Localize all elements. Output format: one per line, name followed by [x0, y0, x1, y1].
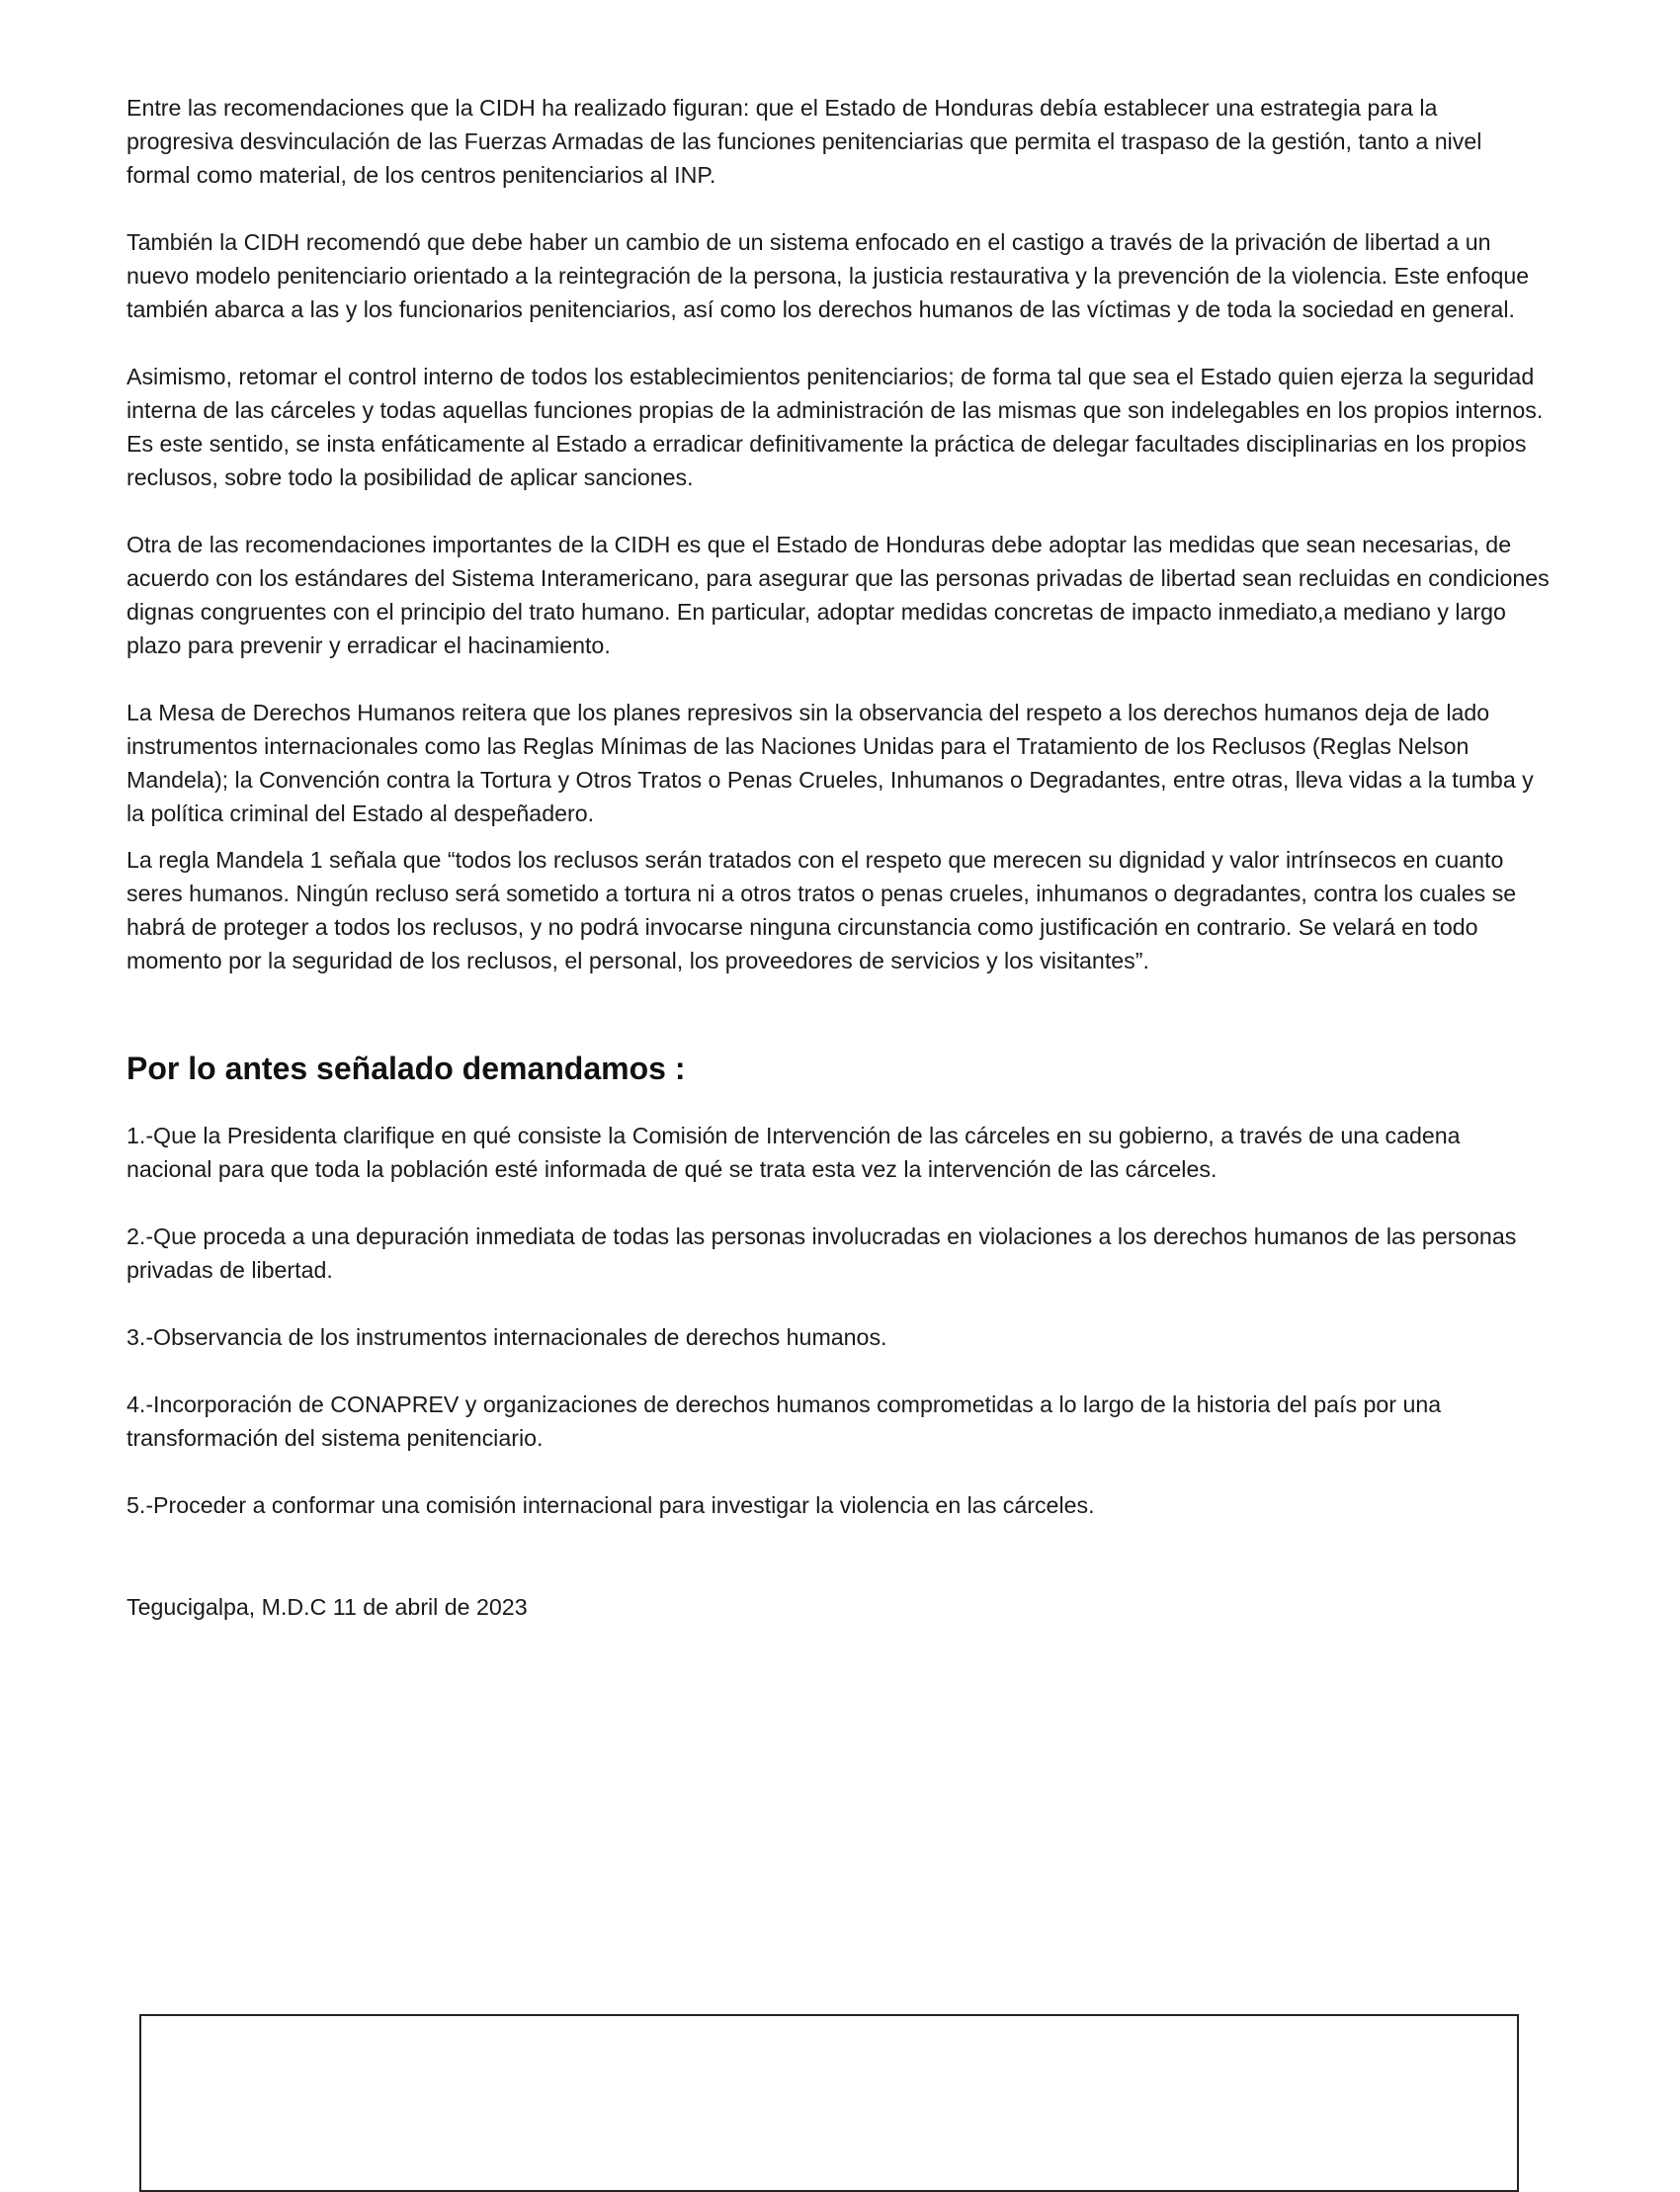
bottom-frame-box [139, 2014, 1519, 2192]
demands-heading: Por lo antes señalado demandamos : [126, 1051, 686, 1086]
demand-item-1: 1.-Que la Presidenta clarifique en qué consiste la Comisión de Intervención de las cárceles en su gobierno, a través de una cadena nacional para que toda la población esté informada de qué se trata esta vez la intervención de las cárceles. [126, 1123, 1461, 1182]
paragraph-regla-mandela: La regla Mandela 1 señala que “todos los reclusos serán tratados con el respeto que merecen su dignidad y valor intrínsecos en cuanto seres humanos. Ningún recluso será sometido a tortura ni a otros tratos o penas crueles, inhumanos o degradantes, contra los cuales se habrá de proteger a todos los reclusos, y no podrá invocarse ninguna circunstancia como justificación en contrario. Se velará en todo momento por la seguridad de los reclusos, el personal, los proveedores de servicios y los visitantes”. [126, 847, 1517, 973]
paragraph-internal-control: Asimismo, retomar el control interno de todos los establecimientos penitenciarios; de forma tal que sea el Estado quien ejerza la seguridad interna de las cárceles y todas aquellas funciones propias de la administración de las mismas que son indelegables en los propios internos. Es este sentido, se insta enfáticamente al Estado a erradicar definitivamente la práctica de delegar facultades disciplinarias en los propios reclusos, sobre todo la posibilidad de aplicar sanciones. [126, 364, 1544, 490]
date-line: Tegucigalpa, M.D.C 11 de abril de 2023 [126, 1594, 528, 1620]
paragraph-mesa-derechos-humanos: La Mesa de Derechos Humanos reitera que los planes represivos sin la observancia del respeto a los derechos humanos deja de lado instrumentos internacionales como las Reglas Mínimas de las Naciones Unidas para el Tratamiento de los Reclusos (Reglas Nelson Mandela); la Convención contra la Tortura y Otros Tratos o Penas Crueles, Inhumanos o Degradantes, entre otras, lleva vidas a la tumba y la política criminal del Estado al despeñadero. [126, 700, 1534, 826]
demand-item-4: 4.-Incorporación de CONAPREV y organizaciones de derechos humanos comprometidas a lo largo de la historia del país por una transformación del sistema penitenciario. [126, 1391, 1442, 1451]
paragraph-dignified-conditions: Otra de las recomendaciones importantes de la CIDH es que el Estado de Honduras debe adoptar las medidas que sean necesarias, de acuerdo con los estándares del Sistema Interamericano, para asegurar que las personas privadas de libertad sean recluidas en condiciones dignas congruentes con el principio del trato humano. En particular, adoptar medidas concretas de impacto inmediato,a mediano y largo plazo para prevenir y erradicar el hacinamiento. [126, 532, 1550, 658]
demand-item-5: 5.-Proceder a conformar una comisión internacional para investigar la violencia en las cárceles. [126, 1492, 1095, 1518]
paragraph-penitentiary-model: También la CIDH recomendó que debe haber un cambio de un sistema enfocado en el castigo a través de la privación de libertad a un nuevo modelo penitenciario orientado a la reintegración de la persona, la justicia restaurativa y la prevención de la violencia. Este enfoque también abarca a las y los funcionarios penitenciarios, así como los derechos humanos de las víctimas y de toda la sociedad en general. [126, 229, 1530, 322]
demand-item-2: 2.-Que proceda a una depuración inmediata de todas las personas involucradas en violaciones a los derechos humanos de las personas privadas de libertad. [126, 1223, 1517, 1283]
document-body [126, 91, 1550, 1624]
paragraph-cidh-recommendations: Entre las recomendaciones que la CIDH ha realizado figuran: que el Estado de Honduras debía establecer una estrategia para la progresiva desvinculación de las Fuerzas Armadas de las funciones penitenciarias que permita el traspaso de la gestión, tanto a nivel formal como material, de los centros penitenciarios al INP. [126, 95, 1482, 188]
demand-item-3: 3.-Observancia de los instrumentos internacionales de derechos humanos. [126, 1324, 887, 1350]
